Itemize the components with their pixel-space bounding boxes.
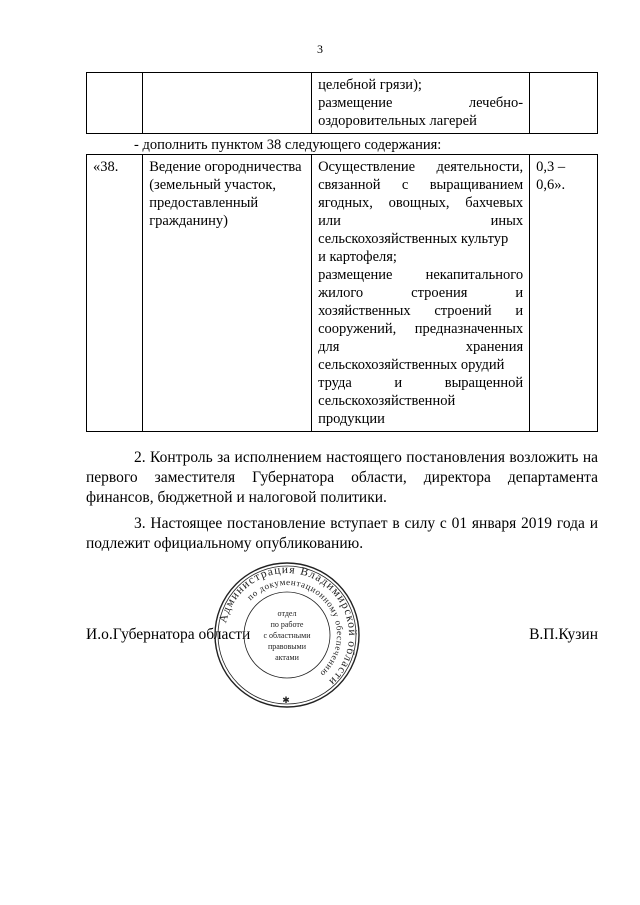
item-number: [87, 155, 143, 432]
description-line: оздоровительных лагерей: [318, 113, 477, 129]
regulation-table: [86, 72, 598, 432]
official-stamp: [212, 560, 362, 710]
paragraph-line: 3. Настоящее постановление вступает в силу с 01 января 2019 года и: [134, 515, 598, 532]
description-line: хозяйственных строений и: [318, 303, 524, 319]
addition-text: - дополнить пунктом 38 следующего содержания:: [134, 137, 442, 153]
stamp-inner-line: с областными: [263, 631, 311, 640]
stamp-middle-text: по документационному обеспечению: [244, 576, 346, 679]
description-line: размещение некапитального: [318, 267, 524, 283]
stamp-inner-line: правовыми: [267, 642, 307, 651]
paragraph-3: [86, 514, 598, 554]
stamp-inner-line: по работе: [270, 620, 304, 629]
description-line: связанной с выращиванием: [318, 177, 524, 193]
description-line: сельскохозяйственных культур: [318, 231, 509, 247]
item-coefficient: [530, 155, 598, 432]
description-line: продукции: [318, 411, 385, 427]
table-row: [87, 155, 598, 432]
description-line: труда и выращенной: [318, 375, 524, 391]
paragraph-line: первого заместителя Губернатора области, директора департамента: [86, 469, 598, 486]
description-line: жилого строения и: [318, 285, 524, 301]
stamp-inner-line: отдел: [277, 609, 297, 618]
item-name: [143, 155, 312, 432]
coefficient-line: 0,6».: [536, 177, 566, 193]
description-line: или иных: [318, 213, 524, 229]
paragraph-line: 2. Контроль за исполнением настоящего постановления возложить на: [134, 449, 598, 466]
description-line: и картофеля;: [318, 249, 397, 265]
description-line: сооружений, предназначенных: [318, 321, 524, 337]
stamp-outer-text: Администрация Владимирской области: [217, 563, 359, 689]
table-cell-number: [87, 73, 143, 134]
item-name-text: Ведение огородничества (земельный участок, предоставленный гражданину): [149, 159, 302, 229]
table-row: [87, 73, 598, 134]
stamp-inner-line: актами: [275, 653, 299, 662]
page-number: 3: [317, 42, 323, 56]
description-line: целебной грязи);: [318, 77, 422, 93]
description-line: размещение лечебно-: [318, 95, 524, 111]
paragraph-line: подлежит официальному опубликованию.: [86, 535, 364, 552]
coefficient-line: 0,3 –: [536, 159, 566, 175]
signature-position: И.о.Губернатора области: [86, 626, 251, 643]
item-description: [312, 155, 530, 432]
description-line: Осуществление деятельности,: [318, 159, 524, 175]
table-cell-name: [143, 73, 312, 134]
description-line: ягодных, овощных, бахчевых: [318, 195, 524, 211]
table-cell-description: [312, 73, 530, 134]
paragraph-line: финансов, бюджетной и налоговой политики.: [86, 489, 387, 506]
paragraph-2: [86, 448, 598, 508]
item-number-text: «38.: [93, 159, 119, 175]
description-line: сельскохозяйственной: [318, 393, 456, 409]
stamp-star: ✱: [282, 695, 290, 705]
table-cell-coefficient: [530, 73, 598, 134]
description-line: сельскохозяйственных орудий: [318, 357, 505, 373]
description-line: для хранения: [318, 339, 524, 355]
signature-name: В.П.Кузин: [529, 626, 598, 643]
